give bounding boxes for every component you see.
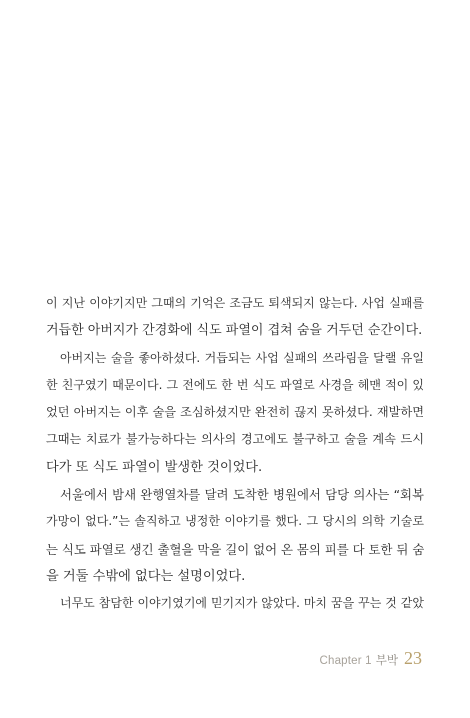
text-line: 너무도 참담한 이야기였기에 믿기지가 않았다. 마치 꿈을 꾸는 것 같았: [60, 596, 424, 611]
text-line: 거듭한 아버지가 간경화에 식도 파열이 겹쳐 숨을 거두던 순간이다.: [46, 323, 423, 339]
paragraph: [46, 290, 424, 345]
page-footer: [319, 648, 422, 676]
text-line: 이 지난 이야기지만 그때의 기억은 조금도 퇴색되지 않는다. 사업 실패를: [46, 296, 424, 310]
text-line: 는 식도 파열로 생긴 출혈을 막을 길이 없어 온 몸의 피를 다 토한 뒤 숨: [46, 541, 424, 557]
text-line: 가망이 없다.”는 솔직하고 냉정한 이야기를 했다. 그 당시의 의학 기술로: [46, 514, 424, 529]
paragraph: [46, 481, 424, 590]
chapter-label: Chapter 1: [319, 655, 372, 667]
paragraph: [46, 345, 424, 481]
text-line: 한 친구였기 때문이다. 그 전에도 한 번 식도 파열로 사경을 헤맨 적이 있: [46, 377, 424, 392]
body-text: [46, 290, 424, 618]
text-line: 그때는 치료가 불가능하다는 의사의 경고에도 불구하고 술을 계속 드시: [46, 432, 424, 447]
paragraph: [46, 590, 424, 617]
text-line: 다가 또 식도 파열이 발생한 것이었다.: [46, 459, 263, 475]
chapter-title: 부박: [375, 653, 398, 667]
text-line: 었던 아버지는 이후 술을 조심하셨지만 완전히 끊지 못하셨다. 재발하면: [46, 405, 424, 420]
page-number: 23: [404, 648, 422, 668]
text-line: 아버지는 술을 좋아하셨다. 거듭되는 사업 실패의 쓰라림을 달랠 유일: [60, 350, 424, 365]
text-line: 을 거둘 수밖에 없다는 설명이었다.: [46, 568, 246, 584]
text-line: 서울에서 밤새 완행열차를 달려 도착한 병원에서 담당 의사는 “회복: [60, 487, 424, 503]
